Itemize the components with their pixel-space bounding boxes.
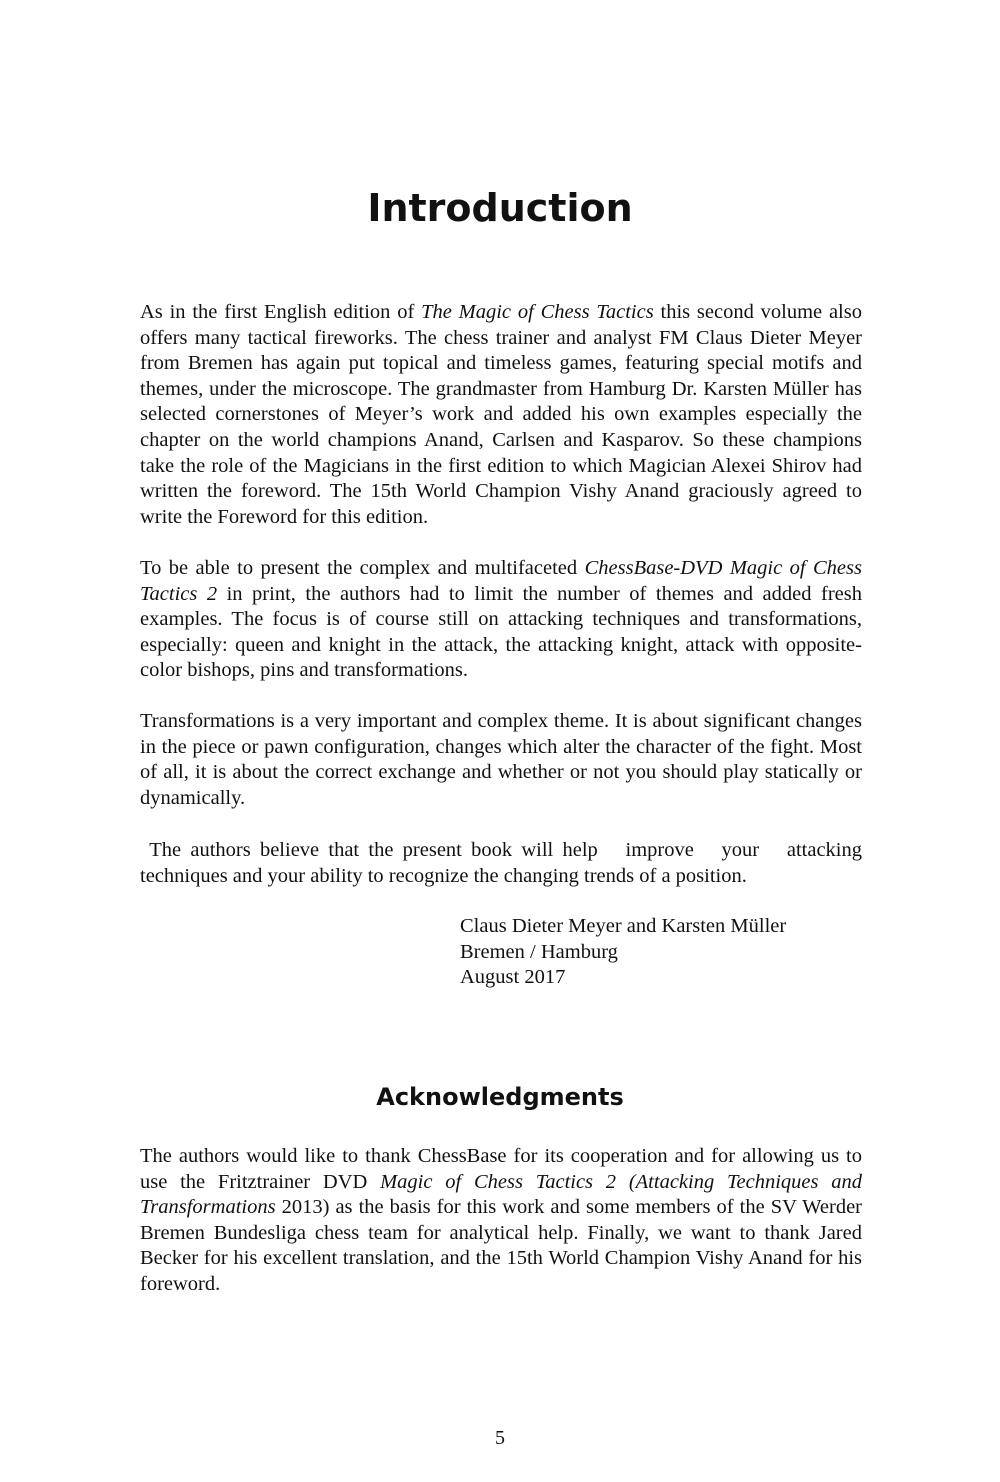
intro-p2-text-c: in print, the authors had to limit the number of themes and added fresh examples. The focus is of course still on attacking techniques and transformations, especially: queen and knight in the attack, the attacking knight, attack with opposite-color bishops, pins and transformations. <box>140 582 862 682</box>
signature-authors: Claus Dieter Meyer and Karsten Müller <box>460 915 787 937</box>
ack-text-a: The authors would like to thank ChessBase for its cooperation and for allowing us to use the Fritztrainer DVD <box>140 1145 862 1193</box>
signature-date: August 2017 <box>460 966 566 989</box>
page-title: Introduction <box>367 186 633 230</box>
intro-p1-book-title: The Magic of Chess Tactics <box>421 301 654 323</box>
intro-p4-text: The authors believe that the present book will help improve your attacking techniques and your ability to recognize the changing trends of a position. <box>140 839 868 887</box>
ack-text-c: 2013) as the basis for this work and some members of the SV Werder Bremen Bundesliga chess team for analytical help. Finally, we want to thank Jared Becker for his excellent translation, and the 15th World Champion Vishy Anand for his foreword. <box>140 1196 862 1295</box>
intro-p2-dvd-title: ChessBase-DVD Magic of Chess Tactics 2 <box>140 557 862 605</box>
intro-p1-text-c: this second volume also offers many tactical fireworks. The chess trainer and analyst FM Claus Dieter Meyer from Bremen has again put topical and timeless games, featuring special motifs and themes, under the microscope. The grandmaster from Hamburg Dr. Karsten Müller has selected cornerstones of Meyer’s work and added his own examples especially the chapter on the world champions Anand, Carlsen and Kasparov. So these champions take the role of the Magicians in the first edition to which Magician Alexei Shirov had written the foreword. The 15th World Champion Vishy Anand graciously agreed to write the Foreword for this edition. <box>140 301 862 528</box>
page-number: 5 <box>495 1427 505 1449</box>
ack-dvd-title: Magic of Chess Tactics 2 (Attacking Techniques and Transformations <box>140 1170 862 1219</box>
intro-paragraph-3 <box>140 709 862 811</box>
acknowledgments-paragraph <box>140 1144 862 1298</box>
intro-paragraph-2 <box>140 556 862 684</box>
signature-place: Bremen / Hamburg <box>460 940 618 963</box>
intro-paragraph-1 <box>140 300 862 530</box>
intro-p1-text-a: As in the first English edition of <box>140 301 422 323</box>
intro-p2-text-a: To be able to present the complex and multifaceted <box>140 557 585 579</box>
signature-block <box>460 914 786 991</box>
intro-paragraph-4 <box>140 838 868 889</box>
acknowledgments-title: Acknowledgments <box>376 1083 624 1111</box>
intro-p3-text: Transformations is a very important and complex theme. It is about significant changes in the piece or pawn configuration, changes which alter the character of the fight. Most of all, it is about the correct exchange and whether or not you should play statically or dynamically. <box>140 710 862 809</box>
